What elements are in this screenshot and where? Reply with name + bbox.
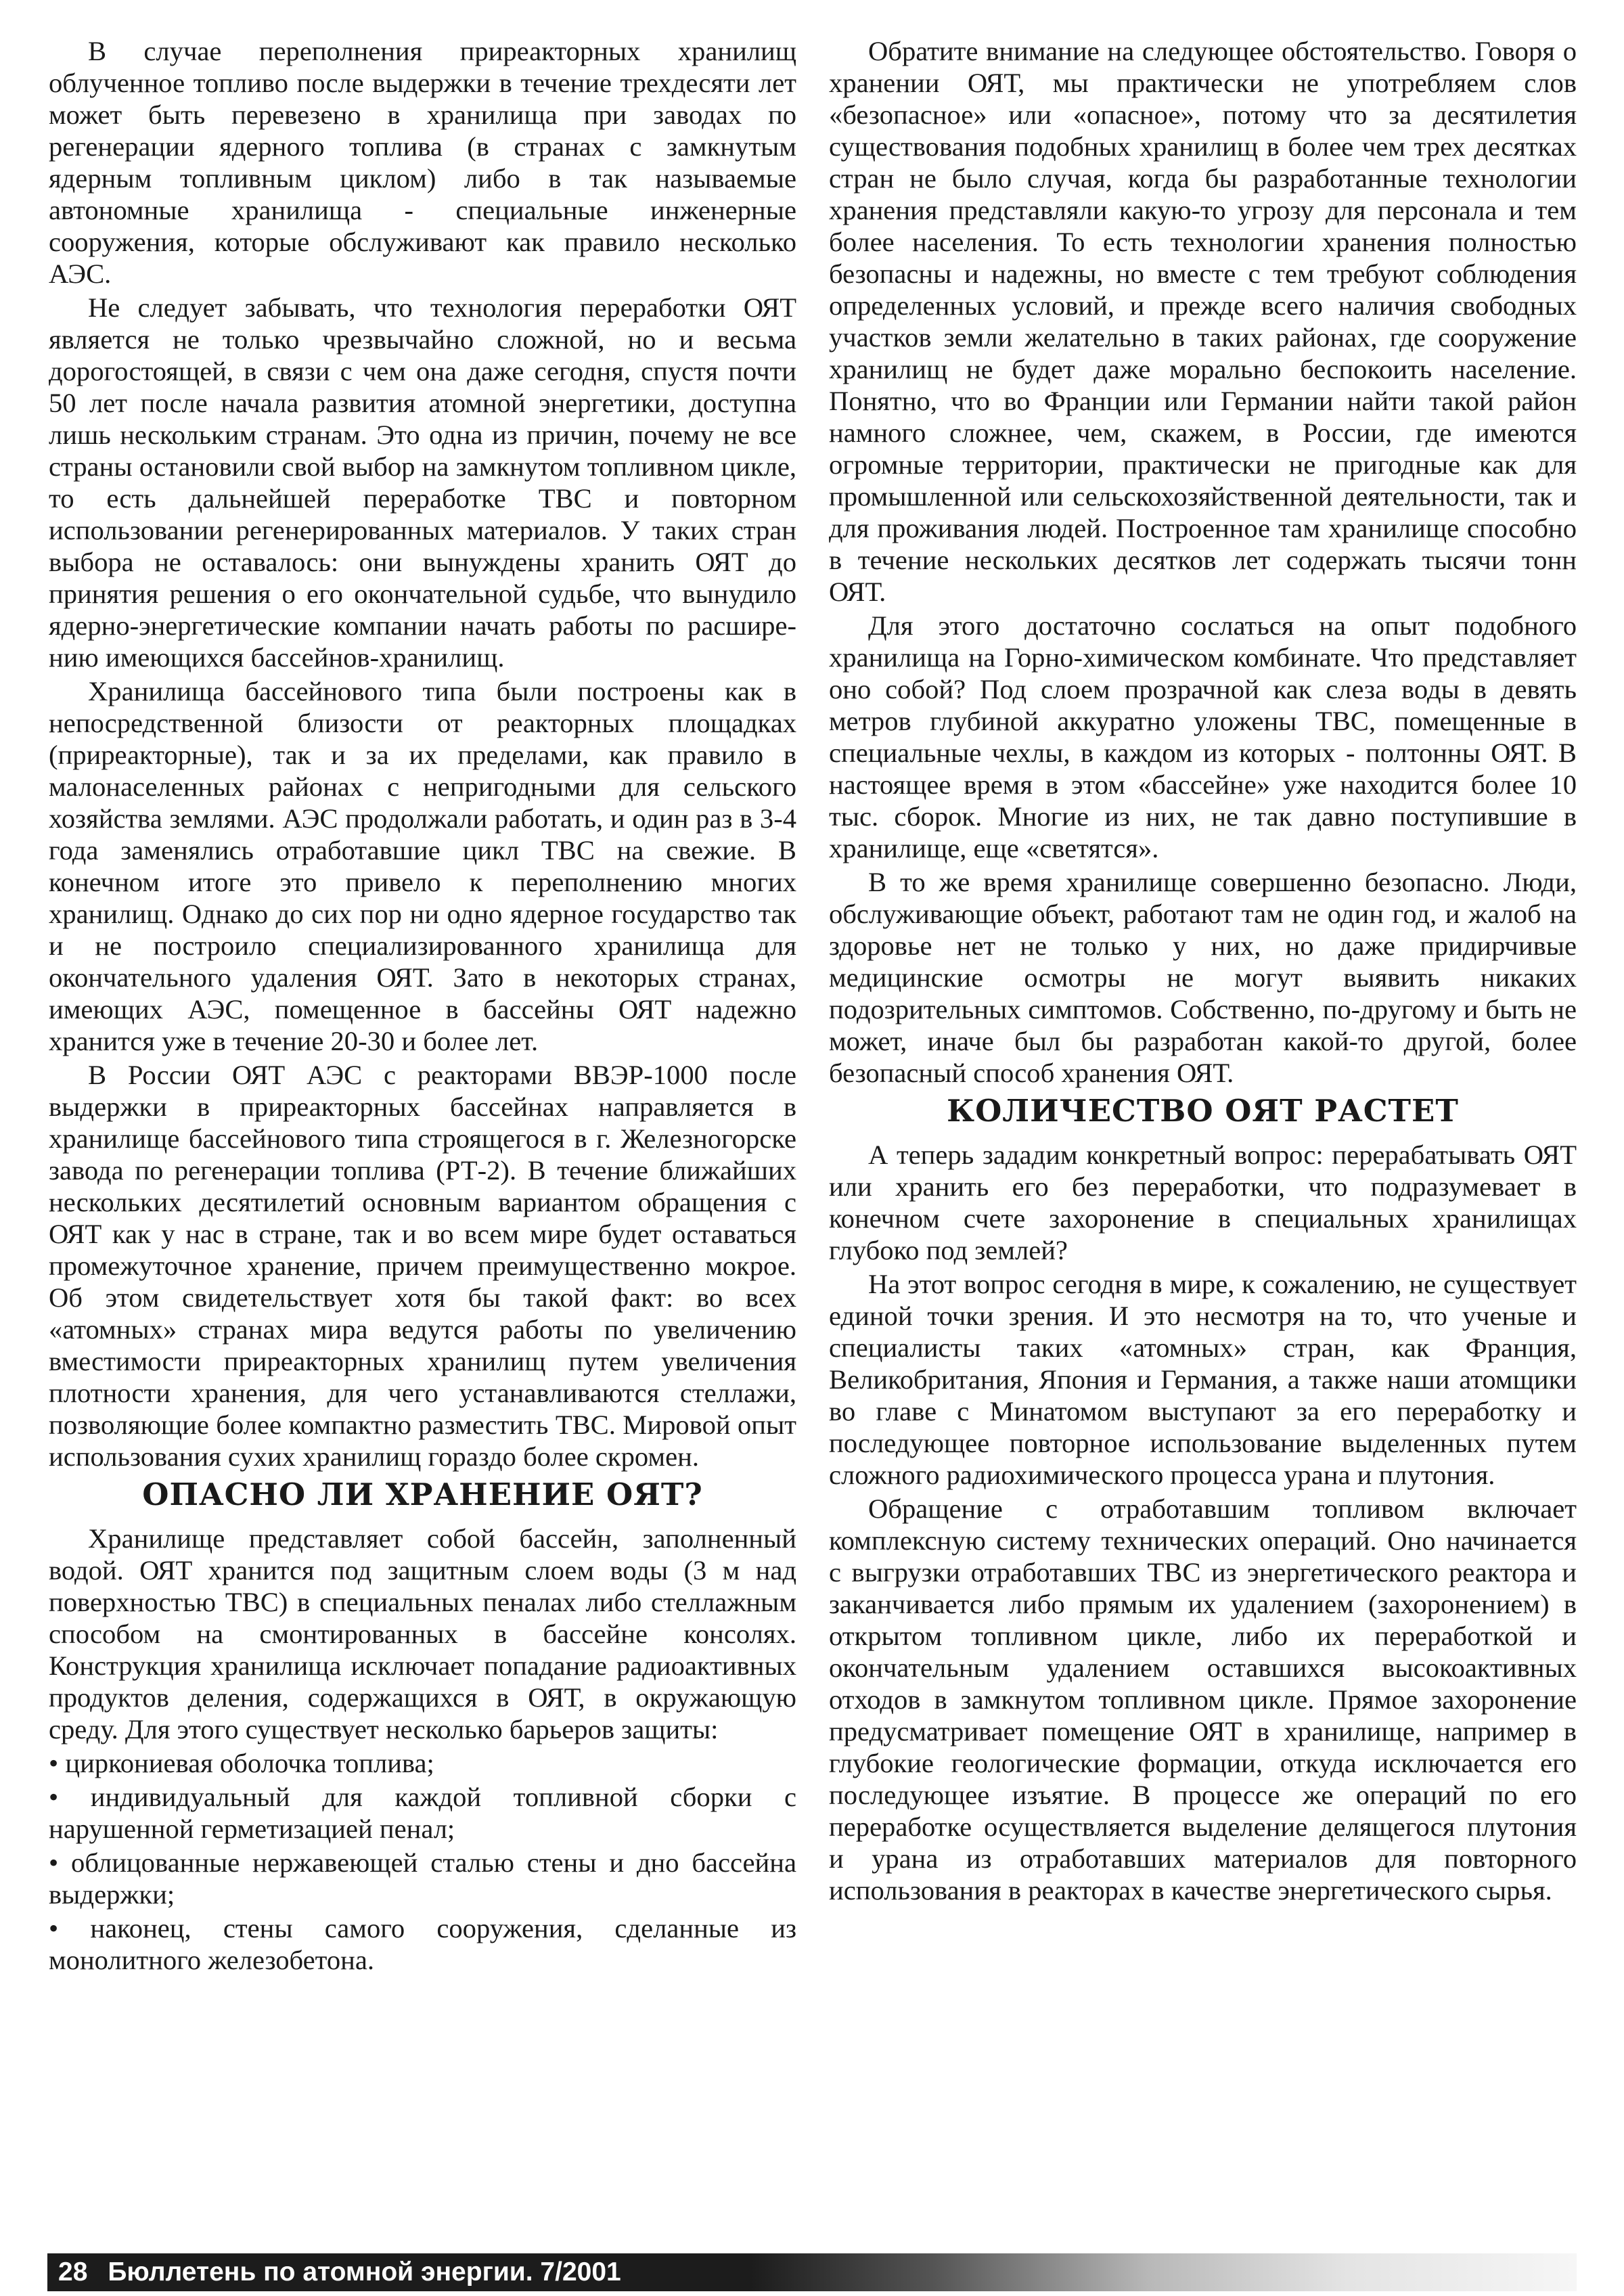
page-footer-bar [47, 2253, 1577, 2291]
left-paragraph-1: В случае переполнения приреакторных хранилищ облученное топливо после выдержки в течение трехдесяти лет может быть перевезено в хранилища при заводах по регенерации ядерного топлива (в странах с замкнутым ядерным топливным циклом) либо в так называемые автономные хранилища - специальные инженерные сооружения, которые обслуживают как правило несколько АЭС. [49, 36, 796, 289]
list-item: • наконец, стены самого сооружения, сделанные из монолитного железобетона. [49, 1912, 796, 1976]
left-paragraph-5: Хранилище представляет собой бассейн, заполненный водой. ОЯТ хранится под защитным слоем воды (3 м над поверхностью ТВС) в специальных пеналах либо стеллажным способом на смонтированных в бассейне консолях. Конструкция хранилища исключает попадание радиоактивных продуктов деления, содержащихся в ОЯТ, в окружающую среду. Для этого существует несколько барьеров защиты: [49, 1523, 796, 1744]
publication-title: Бюллетень по атомной энергии. 7/2001 [108, 2257, 621, 2287]
left-paragraph-2: Не следует забывать, что технология переработки ОЯТ является не только чрезвычайно сложной, но и весьма дорогостоящей, в связи с чем она даже сегодня, спустя почти 50 лет после начала развития атомной энергетики, доступна лишь нескольким странам. Это одна из причин, почему не все страны остановили свой выбор на замкнутом топливном цикле, то есть дальнейшей переработке ТВС и повторном использовании регенерированных материалов. У таких стран выбора не оставалось: они вынуждены хранить ОЯТ до принятия решения о его окончательной судьбе, что вынудило ядерно-энергетические компании начать работы по расширению имеющихся бассейнов-хранилищ. [49, 292, 796, 673]
section-heading-storage-safety: ОПАСНО ЛИ ХРАНЕНИЕ ОЯТ? [142, 1477, 703, 1512]
right-paragraph-4: А теперь зададим конкретный вопрос: перерабатывать ОЯТ или хранить его без переработки, что подразумевает в конечном счете захоронение в специальных хранилищах глубоко под землей? [829, 1140, 1577, 1265]
right-paragraph-5: На этот вопрос сегодня в мире, к сожалению, не существует единой точки зрения. И это несмотря на то, что ученые и специалисты таких «атомных» стран, как Франция, Великобритания, Япония и Германия, а также наши атомщики во главе с Минатомом выступают за его переработку и последующее повторное использование выделенных путем сложного радиохимического процесса урана и плутония. [829, 1269, 1577, 1490]
list-item: • облицованные нержавеющей сталью стены и дно бассейна выдержки; [49, 1847, 796, 1910]
list-item: • циркониевая оболочка топлива; [49, 1747, 796, 1779]
right-column [829, 35, 1577, 2251]
left-column [49, 35, 796, 2251]
left-paragraph-3: Хранилища бассейнового типа были построены как в непосредственной близости от реакторных площадках (приреакторные), так и за их пределами, как правило в малонаселенных районах с непригодными для сельского хозяйства землями. АЭС продолжали работать, и один раз в 3-4 года заменялись отработавшие цикл ТВС на свежие. В конечном итоге это привело к переполнению многих хранилищ. Однако до сих пор ни одно ядерное государство так и не построило специализированного хранилища для окончательного удаления ОЯТ. Зато в некоторых странах, имеющих АЭС, помещенное в бассейны ОЯТ надежно хранится уже в течение 20-30 и более лет. [49, 676, 796, 1056]
right-paragraph-2: Для этого достаточно сослаться на опыт подобного хранилища на Горно-химическом комбинате. Что представляет оно собой? Под слоем прозрачной как слеза воды в девять метров глубиной аккуратно уложены ТВС, помещенные в специальные чехлы, в каждом из которых - полтонны ОЯТ. В настоящее время в этом «бассейне» уже находится более 10 тыс. сборок. Многие из них, не так давно поступившие в хранилище, еще «светятся». [829, 610, 1577, 863]
right-paragraph-3: В то же время хранилище совершенно безопасно. Люди, обслуживающие объект, работают там не один год, и жалоб на здоровье нет не только у них, но даже придирчивые медицинские осмотры не могут выявить никаких подозрительных симптомов. Собственно, по-другому и быть не может, иначе был бы разработан какой-то другой, более безопасный способ хранения ОЯТ. [829, 867, 1577, 1088]
right-paragraph-1: Обратите внимание на следующее обстоятельство. Говоря о хранении ОЯТ, мы практически не употребляем слов «безопасное» или «опасное», потому что за десятилетия существования подобных хранилищ в более чем трех десятках стран не было случая, когда бы разработанные технологии хранения представляли какую-то угрозу для персонала и тем более населения. То есть технологии хранения полностью безопасны и надежны, но вместе с тем требуют соблюдения определенных условий, и прежде всего наличия свободных участков земли желательно в таких районах, где сооружение хранилищ не будет даже морально беспокоить население. Понятно, что во Франции или Германии найти такой район намного сложнее, чем, скажем, в России, где имеются огромные территории, практически не пригодные как для промышленной или сельскохозяйственной деятельности, так и для проживания людей. Построенное там хранилище способно в течение нескольких десятков лет содержать тысячи тонн ОЯТ. [829, 36, 1577, 607]
left-paragraph-4: В России ОЯТ АЭС с реакторами ВВЭР-1000 после выдержки в приреакторных бассейнах направляется в хранилище бассейнового типа строящегося в г. Железногорске завода по регенерации топлива (РТ-2). В течение ближайших нескольких десятилетий основным вариантом обращения с ОЯТ как у нас в стране, так и во всем мире будет оставаться промежуточное хранение, причем преимущественно мокрое. Об этом свидетельствует хотя бы такой факт: во всех «атомных» странах мира ведутся работы по увеличению вместимости приреакторных хранилищ путем увеличения плотности хранения, для чего устанавливаются стеллажи, позволяющие более компактно разместить ТВС. Мировой опыт использования сухих хранилищ гораздо более скромен. [49, 1060, 796, 1472]
page-number: 28 [58, 2257, 88, 2287]
footer-text [58, 2256, 621, 2289]
section-heading-fuel-growth: КОЛИЧЕСТВО ОЯТ РАСТЕТ [947, 1093, 1459, 1129]
right-paragraph-6: Обращение с отработавшим топливом включает комплексную систему технических операций. Оно начинается с выгрузки отработавших ТВС из энергетического реактора и заканчивается либо прямым их удалением (захоронением) в открытом топливном цикле, либо их переработкой и окончательным удалением оставшихся высокоактивных отходов в замкнутом топливном цикле. Прямое захоронение предусматривает помещение ОЯТ в хранилище, например в глубокие геологические формации, откуда исключается его последующее изъятие. В процессе же операций по его переработке осуществляется выделение делящегося плутония и урана из отработавших материалов для повторного использования в реакторах в качестве энергетического сырья. [829, 1493, 1577, 1906]
list-item: • индивидуальный для каждой топливной сборки с нарушенной герметизацией пенал; [49, 1781, 796, 1845]
protection-barriers-list [49, 1747, 796, 1976]
